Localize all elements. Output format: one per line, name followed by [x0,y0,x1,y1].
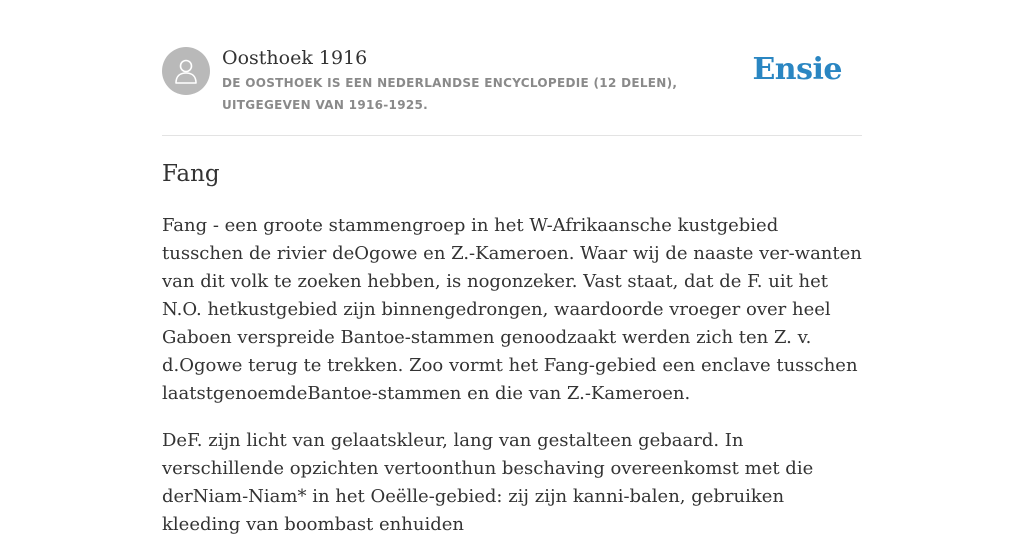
source-title[interactable]: Oosthoek 1916 [222,47,368,69]
user-icon [173,57,199,85]
ensie-logo[interactable]: Ensie [752,52,842,87]
source-description: DE OOSTHOEK IS EEN NEDERLANDSE ENCYCLOPEDIE (12 DELEN), UITGEGEVEN VAN 1916-1925. [222,76,678,112]
article-paragraph: DeF. zijn licht van gelaatskleur, lang van gestalteen gebaard. In verschillende opzichten vertoonthun beschaving overeenkomst met die derNiam-Niam* in het Oeëlle-gebied: zij zijn kanni-balen, gebruiken kleeding van boombast enhuiden [162,430,814,535]
article-paragraph: Fang - een groote stammengroep in het W-Afrikaansche kustgebied tusschen de rivier deOgowe en Z.-Kameroen. Waar wij de naaste ver-wanten van dit volk te zoeken hebben, is nogonzeker. Vast staat, dat de F. uit het N.O. hetkustgebied zijn binnengedrongen, waardoorde vroeger over heel Gaboen verspreide Bantoe-stammen genoodzaakt werden zich ten Z. v. d.Ogowe terug te trekken. Zoo vormt het Fang-gebied een enclave tusschen laatstgenoemdeBantoe-stammen en die van Z.-Kameroen. [162,215,862,404]
content-container [162,0,862,535]
article-body [162,212,862,558]
source-header [162,0,862,136]
article-title: Fang [162,161,220,187]
avatar[interactable] [162,47,210,95]
